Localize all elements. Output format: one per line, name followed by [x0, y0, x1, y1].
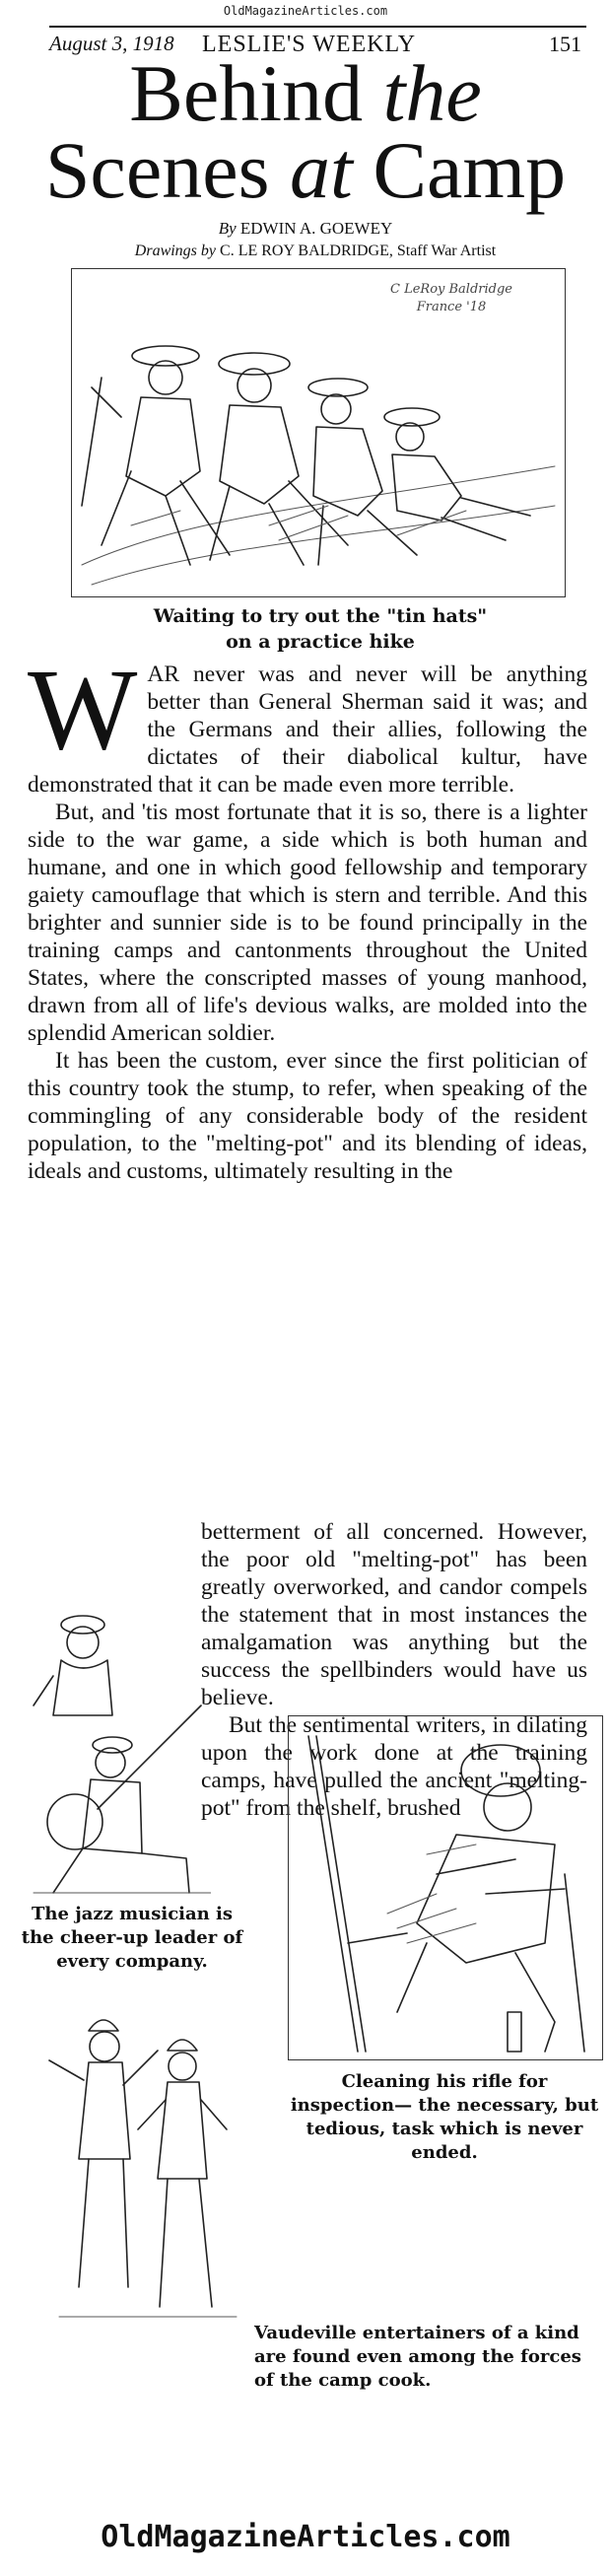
title-word-italic: at: [290, 125, 353, 215]
article-title: [30, 48, 581, 215]
illustration-soldiers-hike: [71, 268, 566, 597]
paragraph-4: But the sentimental writers, in dilating upon the work done at the training camps, have pulled the ancient "melting-pot" from the shelf, brushed: [201, 1712, 587, 1821]
title-word: Scenes: [44, 125, 291, 215]
paragraph-2: But, and 'tis most fortunate that it is so, there is a lighter side to the war game, a side which is both human and humane, and one in which good fellowship and temporary gaiety camouflage that which is stern and terrible. And this brighter and sunnier side is to be found principally in the training camps and cantonments throughout the United States, where the conscripted masses of young manhood, drawn from all of life's devious walks, are molded into the splendid American soldier.: [28, 800, 587, 1046]
soldiers-sketch: [72, 269, 565, 596]
caption-line: Waiting to try out the "tin hats": [153, 605, 488, 627]
credit-artist: C. LE ROY BALDRIDGE, Staff War Artist: [216, 243, 497, 259]
paragraph-1-text: AR never was and never will be anything better than General Sherman said it was; and the Germans and their allies, following the dictates of their diabolical kultur, have demonstrated that it can be made even more terrible.: [28, 661, 587, 798]
issue-date: August 3, 1918: [49, 32, 174, 55]
signature-line: C LeRoy Baldridge: [390, 282, 512, 297]
caption-hike: [79, 603, 562, 655]
illustration-jazz-musician: [14, 1597, 211, 1903]
paragraph-3b: betterment of all concerned. However, the poor old "melting-pot" has been greatly overworked, and candor compels the statement that in most instances the amalgamation was anything but the success the spellbinders would have us believe.: [201, 1519, 587, 1710]
illustration-vaudeville-cooks: [20, 1991, 246, 2346]
title-word: Camp: [352, 125, 567, 215]
drop-cap: W: [28, 645, 138, 774]
signature-line: France '18: [416, 300, 487, 314]
caption-line: on a practice hike: [226, 631, 415, 653]
rifle-sketch: [289, 1716, 602, 2059]
title-word-italic: the: [382, 48, 482, 138]
article-body-top: [28, 645, 587, 1185]
paragraph-1: [28, 645, 587, 799]
paragraph-3a: It has been the custom, ever since the first politician of this country took the stump, to refer, when speaking of the commingling of any considerable body of the resident population, to the "melting-pot" and its blending of ideas, ideals and customs, ultimately resulting in the: [28, 1048, 587, 1184]
byline: [0, 219, 611, 239]
site-watermark-top: OldMagazineArticles.com: [223, 4, 388, 18]
byline-author: EDWIN A. GOEWEY: [236, 219, 393, 238]
illustration-rifle-cleaning: [288, 1715, 603, 2060]
site-watermark-bottom: OldMagazineArticles.com: [101, 2520, 510, 2554]
byline-prefix: By: [218, 219, 237, 238]
caption-rifle-cleaning: Cleaning his rifle for inspection— the necessary, but tedious, task which is never ended.: [290, 2071, 599, 2163]
caption-vaudeville-cooks: Vaudeville entertainers of a kind are found even among the forces of the camp cook.: [254, 2323, 581, 2391]
publication-name: LESLIE'S WEEKLY: [202, 32, 417, 57]
artist-signature: [377, 281, 525, 316]
drawings-credit: [39, 243, 591, 260]
caption-jazz-musician: The jazz musician is the cheer-up leader of every company.: [21, 1904, 243, 1972]
page-number: 151: [549, 32, 581, 56]
title-word: Behind: [129, 48, 383, 138]
credit-prefix: Drawings by: [134, 243, 217, 259]
